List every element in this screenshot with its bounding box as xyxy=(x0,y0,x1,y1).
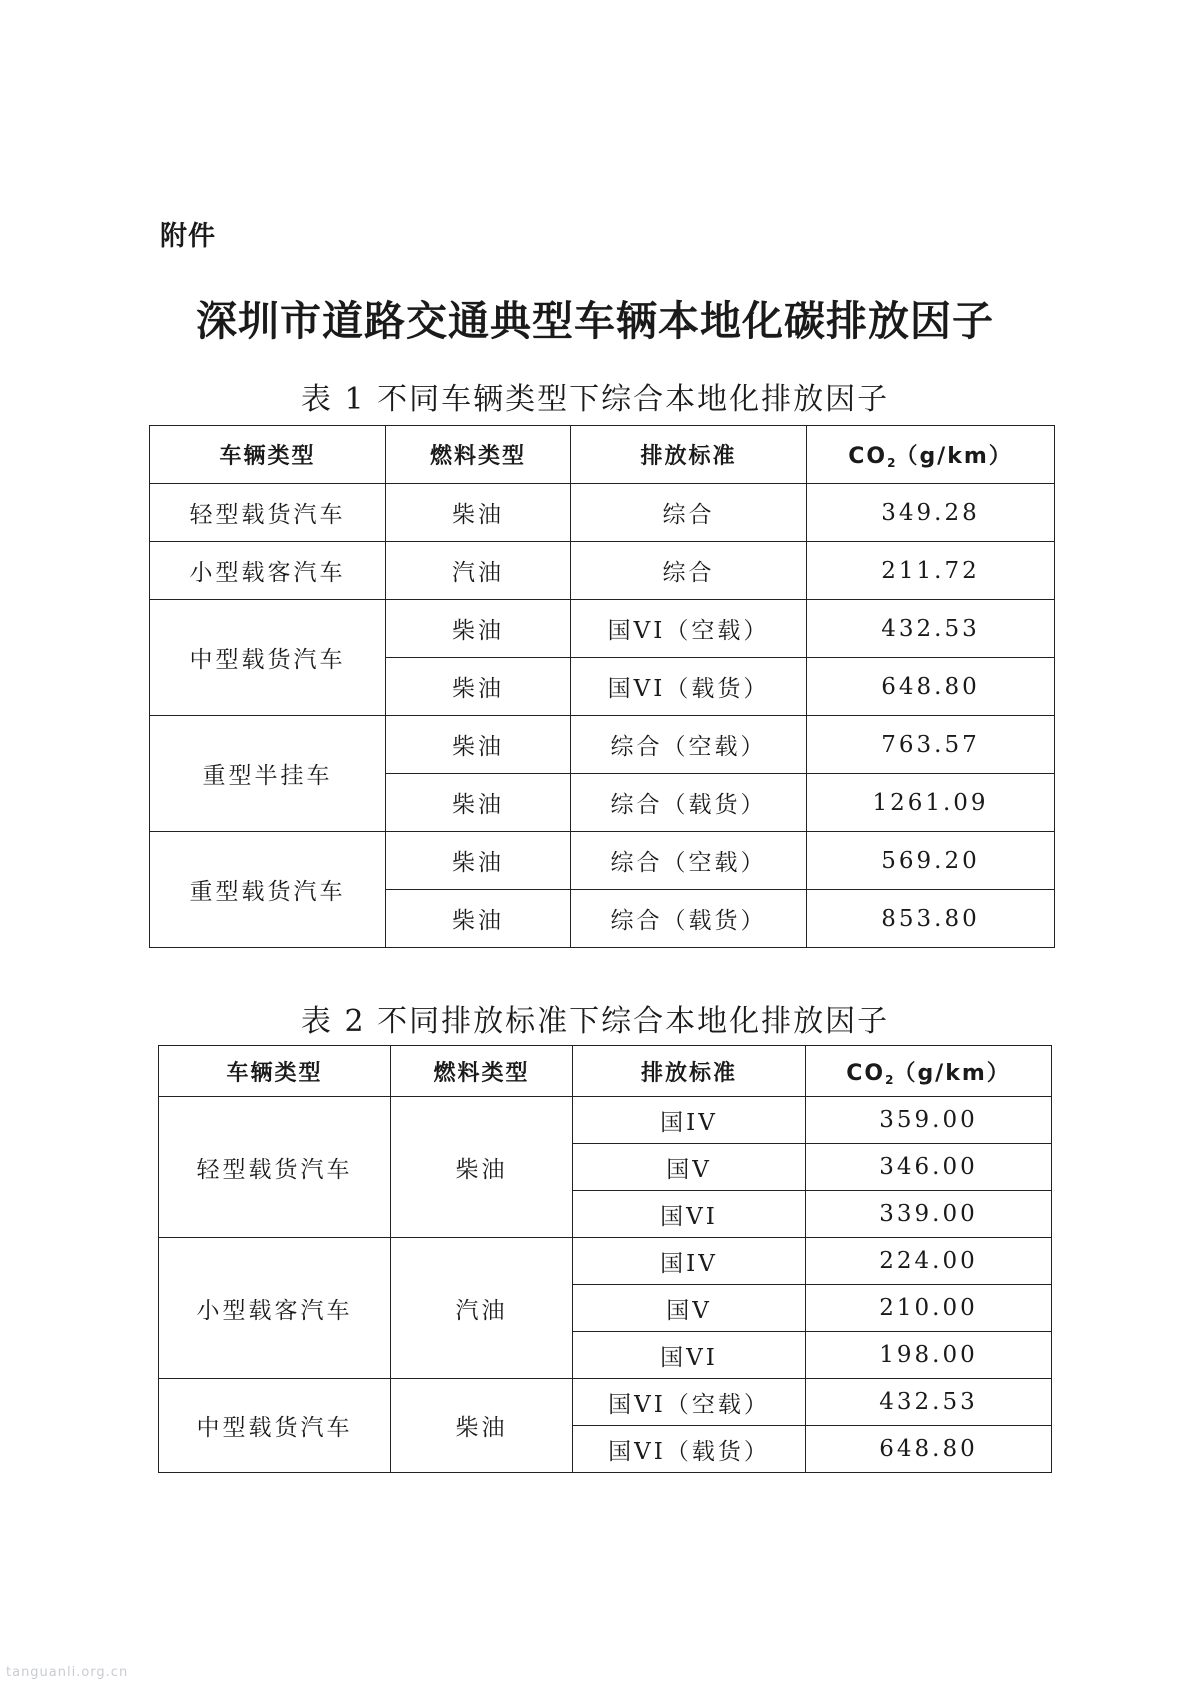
table2-header-standard: 排放标准 xyxy=(573,1046,806,1097)
co2-cell: 346.00 xyxy=(806,1144,1052,1191)
table2-header-co2 xyxy=(806,1046,1052,1097)
standard-cell: 国IV xyxy=(573,1097,806,1144)
table2-header-fuel: 燃料类型 xyxy=(391,1046,573,1097)
standard-cell: 综合（载货） xyxy=(571,890,807,948)
fuel-cell: 柴油 xyxy=(386,774,571,832)
co2-cell: 1261.09 xyxy=(807,774,1055,832)
co2-cell: 648.80 xyxy=(807,658,1055,716)
co2-subscript: 2 xyxy=(885,1072,894,1087)
table-row xyxy=(159,1379,1052,1426)
table-row xyxy=(150,832,1055,890)
co2-cell: 432.53 xyxy=(807,600,1055,658)
standard-cell: 综合（空载） xyxy=(571,832,807,890)
co2-cell: 198.00 xyxy=(806,1332,1052,1379)
vehicle-cell: 中型载货汽车 xyxy=(150,600,386,716)
co2-cell: 569.20 xyxy=(807,832,1055,890)
standard-cell: 国VI xyxy=(573,1332,806,1379)
co2-cell: 339.00 xyxy=(806,1191,1052,1238)
fuel-cell: 柴油 xyxy=(386,890,571,948)
table1-header-fuel: 燃料类型 xyxy=(386,426,571,484)
standard-cell: 国VI xyxy=(573,1191,806,1238)
table2-header-vehicle: 车辆类型 xyxy=(159,1046,391,1097)
standard-cell: 国IV xyxy=(573,1238,806,1285)
vehicle-cell: 小型载客汽车 xyxy=(159,1238,391,1379)
standard-cell: 综合（空载） xyxy=(571,716,807,774)
vehicle-cell: 重型半挂车 xyxy=(150,716,386,832)
co2-cell: 648.80 xyxy=(806,1426,1052,1473)
table-row xyxy=(150,716,1055,774)
table1-header-co2 xyxy=(807,426,1055,484)
fuel-cell: 柴油 xyxy=(386,832,571,890)
standard-cell: 国VI（载货） xyxy=(571,658,807,716)
table1-header-row xyxy=(150,426,1055,484)
document-title: 深圳市道路交通典型车辆本地化碳排放因子 xyxy=(196,297,994,345)
co2-label: CO xyxy=(846,1060,886,1086)
table1-header-standard: 排放标准 xyxy=(571,426,807,484)
vehicle-cell: 轻型载货汽车 xyxy=(159,1097,391,1238)
standard-cell: 综合（载货） xyxy=(571,774,807,832)
fuel-cell: 柴油 xyxy=(386,600,571,658)
vehicle-cell: 中型载货汽车 xyxy=(159,1379,391,1473)
fuel-cell: 汽油 xyxy=(391,1238,573,1379)
co2-subscript: 2 xyxy=(887,456,896,470)
vehicle-cell: 小型载客汽车 xyxy=(150,542,386,600)
fuel-cell: 柴油 xyxy=(386,658,571,716)
standard-cell: 国VI（空载） xyxy=(571,600,807,658)
table2-caption: 表 2 不同排放标准下综合本地化排放因子 xyxy=(300,1004,890,1039)
table-row xyxy=(150,484,1055,542)
standard-cell: 综合 xyxy=(571,542,807,600)
co2-label: CO xyxy=(848,444,888,469)
co2-cell: 853.80 xyxy=(807,890,1055,948)
standard-cell: 国V xyxy=(573,1285,806,1332)
fuel-cell: 柴油 xyxy=(391,1097,573,1238)
standard-cell: 国VI（载货） xyxy=(573,1426,806,1473)
table-row xyxy=(159,1238,1052,1285)
fuel-cell: 柴油 xyxy=(386,484,571,542)
table2 xyxy=(158,1045,1052,1473)
fuel-cell: 柴油 xyxy=(386,716,571,774)
table-row xyxy=(150,542,1055,600)
standard-cell: 国VI（空载） xyxy=(573,1379,806,1426)
co2-cell: 211.72 xyxy=(807,542,1055,600)
co2-cell: 210.00 xyxy=(806,1285,1052,1332)
table-row xyxy=(150,600,1055,658)
table1 xyxy=(149,425,1055,948)
table-row xyxy=(159,1097,1052,1144)
watermark: tanguanli.org.cn xyxy=(6,1665,129,1680)
co2-cell: 224.00 xyxy=(806,1238,1052,1285)
standard-cell: 综合 xyxy=(571,484,807,542)
table2-header-row xyxy=(159,1046,1052,1097)
co2-cell: 359.00 xyxy=(806,1097,1052,1144)
fuel-cell: 柴油 xyxy=(391,1379,573,1473)
standard-cell: 国V xyxy=(573,1144,806,1191)
co2-unit: （g/km） xyxy=(893,1060,1011,1086)
table1-header-vehicle: 车辆类型 xyxy=(150,426,386,484)
co2-cell: 432.53 xyxy=(806,1379,1052,1426)
vehicle-cell: 重型载货汽车 xyxy=(150,832,386,948)
co2-cell: 763.57 xyxy=(807,716,1055,774)
attachment-label: 附件 xyxy=(160,221,216,252)
table1-caption: 表 1 不同车辆类型下综合本地化排放因子 xyxy=(300,382,890,417)
vehicle-cell: 轻型载货汽车 xyxy=(150,484,386,542)
co2-unit: （g/km） xyxy=(895,444,1013,469)
fuel-cell: 汽油 xyxy=(386,542,571,600)
co2-cell: 349.28 xyxy=(807,484,1055,542)
